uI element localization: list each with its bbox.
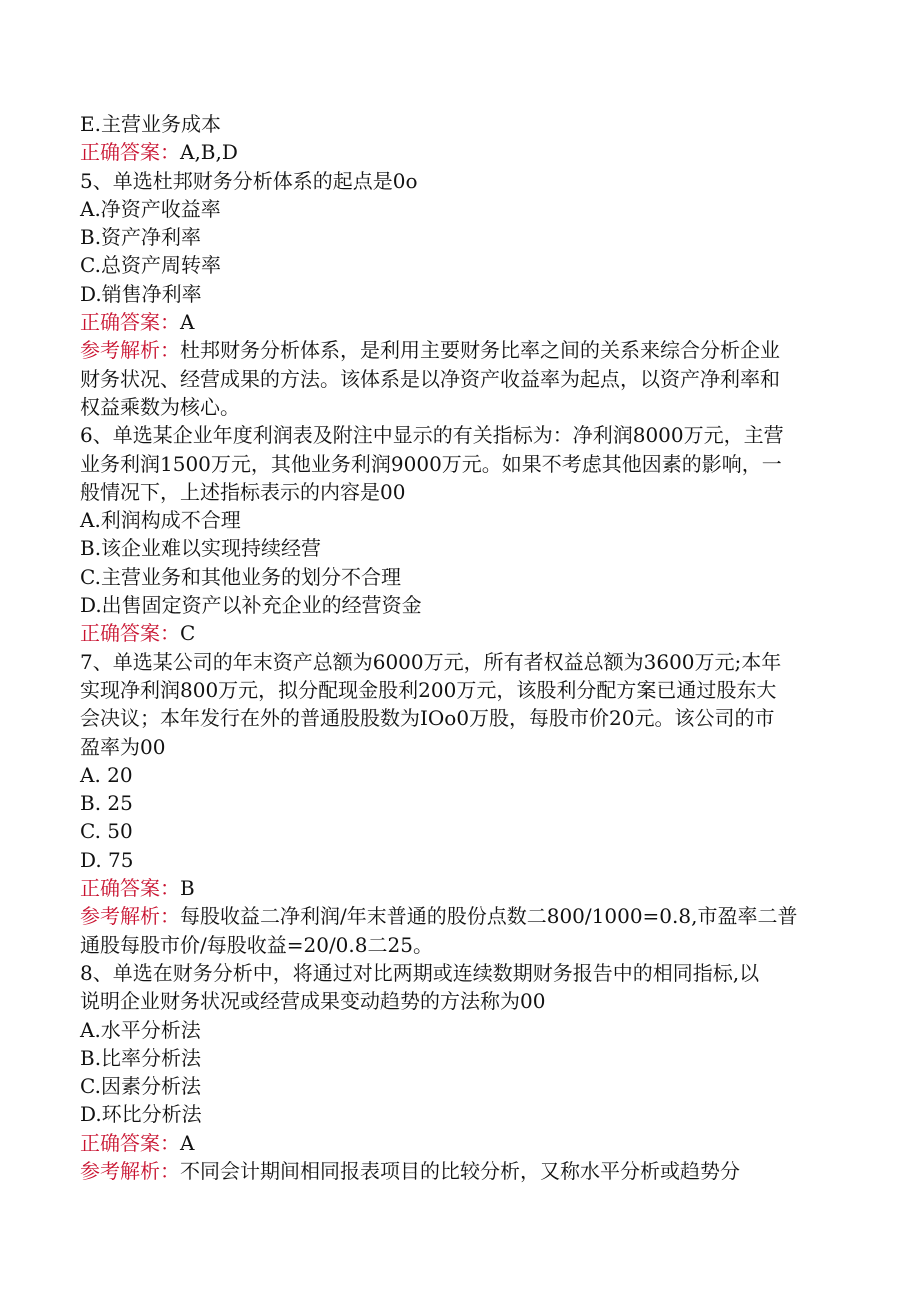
explanation-text: 每股收益二净利润/年末普通的股份点数二800/1000=0.8,市盈率二普 xyxy=(180,904,798,929)
text-line: 财务状况、经营成果的方法。该体系是以净资产收益率为起点，以资产净利率和 xyxy=(80,366,780,391)
text-line: A.净资产收益率 xyxy=(80,196,221,221)
text-line: 权益乘数为核心。 xyxy=(80,394,240,419)
text-line: D.销售净利率 xyxy=(80,281,202,306)
answer-line xyxy=(80,1129,850,1157)
answer-label: 正确答案： xyxy=(80,310,180,335)
text-line: D.环比分析法 xyxy=(80,1102,202,1127)
explanation-text: 不同会计期间相同报表项目的比较分析，又称水平分析或趋势分 xyxy=(180,1158,740,1183)
text-line: C.因素分析法 xyxy=(80,1074,201,1099)
text-line: 8、单选在财务分析中，将通过对比两期或连续数期财务报告中的相同指标,以 xyxy=(80,960,760,985)
answer-value: A xyxy=(180,1130,195,1155)
text-line: 5、单选杜邦财务分析体系的起点是0o xyxy=(80,168,418,193)
answer-line xyxy=(80,138,850,166)
text-line: E.主营业务成本 xyxy=(80,112,221,136)
text-line: 说明企业财务状况或经营成果变动趋势的方法称为00 xyxy=(80,989,546,1014)
answer-label: 正确答案： xyxy=(80,1130,180,1155)
answer-value: B xyxy=(180,876,195,901)
explanation-line xyxy=(80,1157,850,1185)
question-text-block xyxy=(80,110,850,1185)
text-line: 会决议；本年发行在外的普通股股数为IOo0万股，每股市价20元。该公司的市 xyxy=(80,706,775,731)
text-line: B. 25 xyxy=(80,791,133,816)
text-line: D.出售固定资产以补充企业的经营资金 xyxy=(80,593,422,618)
explanation-line xyxy=(80,902,850,930)
text-line: 通股每股市价/每股收益=20/0.8二25。 xyxy=(80,932,433,957)
answer-label: 正确答案： xyxy=(80,876,180,901)
text-line: 般情况下，上述指标表示的内容是00 xyxy=(80,479,406,504)
answer-line xyxy=(80,308,850,336)
text-line: B.资产净利率 xyxy=(80,225,202,250)
text-line: C. 50 xyxy=(80,819,133,844)
text-line: A. 20 xyxy=(80,762,133,787)
answer-label: 正确答案： xyxy=(80,140,180,165)
answer-value: A xyxy=(180,310,195,335)
text-line: B.该企业难以实现持续经营 xyxy=(80,536,322,561)
text-line: B.比率分析法 xyxy=(80,1045,202,1070)
explanation-line xyxy=(80,336,850,364)
text-line: C.总资产周转率 xyxy=(80,253,221,278)
answer-value: A,B,D xyxy=(180,140,238,165)
text-line: A.水平分析法 xyxy=(80,1017,201,1042)
answer-value: C xyxy=(180,621,196,646)
text-line: 实现净利润800万元，拟分配现金股利200万元，该股利分配方案已通过股东大 xyxy=(80,677,777,702)
explanation-label: 参考解析： xyxy=(80,904,180,929)
text-line: 盈率为00 xyxy=(80,734,166,759)
text-line: 6、单选某企业年度利润表及附注中显示的有关指标为：净利润8000万元，主营 xyxy=(80,423,784,448)
text-line: 业务利润1500万元，其他业务利润9000万元。如果不考虑其他因素的影响，一 xyxy=(80,451,782,476)
answer-line xyxy=(80,619,850,647)
text-line: C.主营业务和其他业务的划分不合理 xyxy=(80,564,401,589)
answer-label: 正确答案： xyxy=(80,621,180,646)
text-line: 7、单选某公司的年末资产总额为6000万元，所有者权益总额为3600万元;本年 xyxy=(80,649,782,674)
explanation-label: 参考解析： xyxy=(80,338,180,363)
text-line: D. 75 xyxy=(80,847,134,872)
text-line: A.利润构成不合理 xyxy=(80,508,241,533)
explanation-text: 杜邦财务分析体系，是利用主要财务比率之间的关系来综合分析企业 xyxy=(180,338,780,363)
explanation-label: 参考解析： xyxy=(80,1158,180,1183)
answer-line xyxy=(80,874,850,902)
